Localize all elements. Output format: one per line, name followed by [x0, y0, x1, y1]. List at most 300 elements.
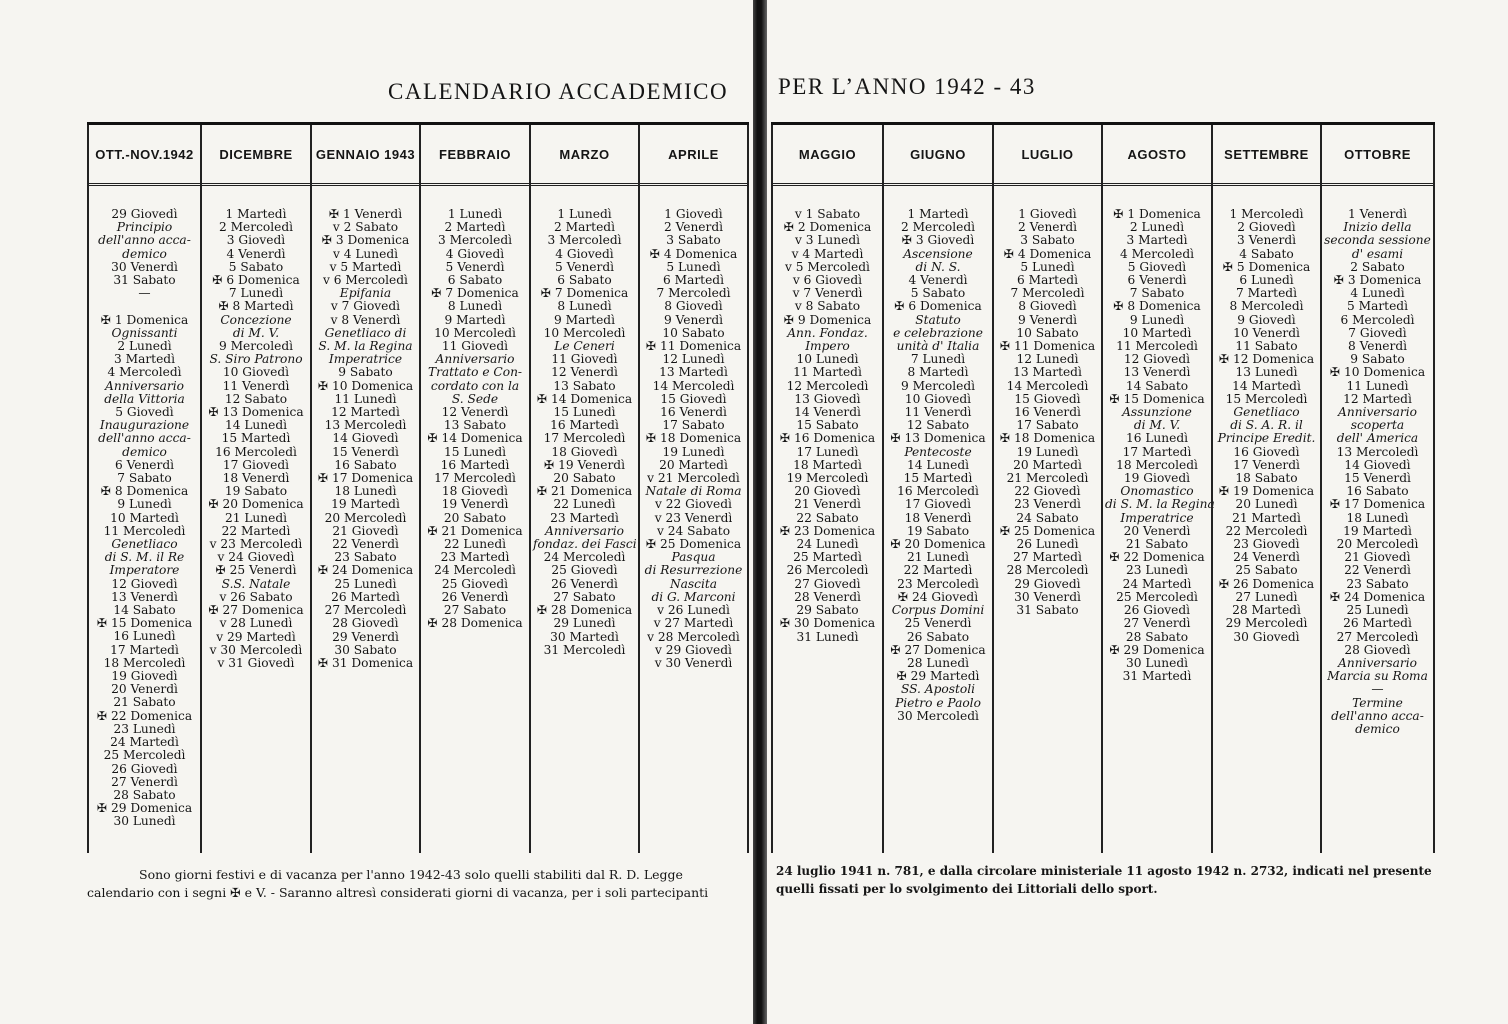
month-column-agosto	[1101, 125, 1215, 853]
day-entry: 1 Lunedì	[447, 207, 503, 221]
day-entry: 11 Venerdì	[904, 405, 972, 420]
day-entry: ✠ 27 Domenica	[208, 603, 304, 618]
month-days	[1103, 186, 1215, 684]
day-note: Trattato e Con-	[427, 365, 523, 380]
day-entry: 28 Sabato	[113, 787, 176, 802]
day-entry: 19 Sabato	[906, 523, 970, 538]
day-entry: 11 Lunedì	[334, 391, 397, 406]
day-entry: ✠ 10 Domenica	[317, 378, 414, 393]
day-entry: 27 Venerdì	[1123, 616, 1191, 631]
day-entry: 4 Lunedì	[1350, 286, 1405, 301]
day-entry: 8 Giovedì	[664, 299, 723, 314]
day-entry: v 7 Venerdì	[792, 286, 863, 301]
day-entry: 22 Lunedì	[443, 537, 507, 552]
day-entry: 6 Martedì	[662, 273, 724, 288]
day-entry: 19 Lunedì	[1016, 444, 1079, 459]
day-entry: 1 Giovedì	[664, 207, 723, 221]
day-entry: 11 Sabato	[1235, 339, 1298, 354]
day-entry: 8 Venerdì	[1347, 339, 1408, 354]
day-note: seconda sessione	[1324, 233, 1431, 248]
day-entry: 18 Mercoledì	[103, 655, 186, 670]
day-note: Imperatrice	[328, 352, 403, 367]
day-entry: v 6 Mercoledì	[323, 273, 408, 288]
day-entry: 10 Sabato	[662, 325, 725, 340]
day-entry: 2 Mercoledì	[218, 220, 294, 235]
day-entry: 13 Sabato	[553, 378, 616, 393]
day-entry: 6 Lunedì	[1239, 273, 1294, 288]
day-entry: 20 Mercoledì	[1336, 537, 1419, 552]
day-entry: 12 Venerdì	[441, 405, 509, 420]
day-entry: 29 Giovedì	[111, 207, 178, 221]
day-entry: 14 Sabato	[1125, 378, 1189, 393]
day-note: di M. V.	[232, 325, 280, 340]
month-days	[884, 186, 992, 723]
day-entry: 13 Venerdì	[1123, 365, 1191, 380]
day-entry: 25 Mercoledì	[103, 748, 186, 763]
day-entry: 24 Mercoledì	[543, 550, 626, 565]
day-entry: 15 Lunedì	[553, 405, 616, 420]
day-note: Inizio della	[1343, 220, 1412, 235]
day-entry: v 24 Giovedì	[217, 550, 295, 565]
day-entry: ✠ 6 Domenica	[894, 299, 982, 314]
month-header: GENNAIO 1943	[312, 125, 419, 186]
day-entry: 10 Venerdì	[1233, 325, 1300, 340]
day-entry: ✠ 8 Domenica	[1113, 299, 1201, 314]
day-note: Anniversario	[1338, 405, 1417, 420]
day-entry: 18 Lunedì	[1346, 510, 1409, 525]
day-entry: 10 Martedì	[1122, 325, 1192, 340]
day-entry: ✠ 29 Domenica	[96, 801, 193, 816]
day-note: cordato con la	[430, 378, 520, 393]
day-entry: ✠ 24 Domenica	[1329, 589, 1426, 604]
day-entry: ✠ 3 Giovedì	[901, 233, 975, 248]
day-entry: ✠ 28 Domenica	[427, 616, 523, 631]
day-entry: v 28 Lunedì	[219, 616, 293, 631]
month-days	[640, 186, 747, 670]
day-entry: v 22 Giovedì	[655, 497, 732, 512]
day-entry: v 8 Venerdì	[330, 312, 401, 327]
month-column-settembre	[1211, 125, 1320, 853]
day-entry: 12 Sabato	[906, 418, 970, 433]
day-entry: ✠ 3 Domenica	[1333, 273, 1422, 288]
day-entry: ✠ 11 Domenica	[645, 339, 742, 354]
month-days	[1213, 186, 1320, 644]
day-note: fondaz. dei Fasci	[533, 537, 637, 552]
day-entry: ✠ 20 Domenica	[890, 537, 986, 552]
month-days	[421, 186, 529, 631]
day-entry: 27 Mercoledì	[324, 603, 407, 618]
day-entry: 10 Giovedì	[904, 391, 972, 406]
day-entry: 3 Sabato	[666, 233, 721, 248]
day-note: dell' America	[1336, 431, 1419, 446]
day-entry: 9 Lunedì	[1129, 312, 1185, 327]
day-entry: ✠ 13 Domenica	[890, 431, 986, 446]
day-note: S. Sede	[451, 391, 499, 406]
day-entry: 12 Martedì	[1343, 391, 1412, 406]
day-entry: 26 Venerdì	[551, 576, 618, 591]
day-entry: 16 Sabato	[334, 457, 397, 472]
day-entry: 17 Sabato	[1016, 418, 1079, 433]
day-entry: 20 Venerdì	[111, 682, 178, 697]
day-entry: 6 Venerdì	[114, 457, 175, 472]
separator-dash	[91, 287, 198, 300]
day-entry: 4 Mercoledì	[1119, 246, 1195, 261]
day-entry: v 1 Sabato	[794, 207, 861, 221]
day-entry: 19 Giovedì	[1123, 471, 1191, 486]
day-note: Concezione	[220, 312, 292, 327]
day-entry: 21 Lunedì	[906, 550, 970, 565]
day-note: Ann. Fondaz.	[787, 325, 868, 340]
day-entry: 4 Venerdì	[226, 246, 286, 261]
day-entry: 12 Lunedì	[1016, 352, 1079, 367]
day-entry: 30 Venerdì	[1014, 589, 1081, 604]
day-entry: 31 Sabato	[1016, 603, 1079, 618]
day-note: Nascita	[669, 576, 718, 591]
day-note: Anniversario	[545, 523, 624, 538]
day-entry: v 26 Lunedì	[657, 603, 730, 618]
day-entry: 9 Giovedì	[1237, 312, 1296, 327]
day-entry: v 21 Mercoledì	[647, 471, 740, 486]
day-note: Ascensione	[903, 246, 973, 261]
month-column-dicembre	[200, 125, 310, 853]
day-entry: 28 Lunedì	[906, 655, 970, 670]
month-header: APRILE	[640, 125, 747, 186]
day-entry: 21 Sabato	[113, 695, 176, 710]
day-entry: 31 Sabato	[113, 273, 176, 288]
day-entry: 25 Mercoledì	[1116, 589, 1198, 604]
day-entry: 2 Lunedì	[1129, 220, 1185, 235]
day-entry: ✠ 15 Domenica	[96, 616, 193, 631]
day-entry: 30 Giovedì	[1233, 629, 1300, 644]
day-entry: 18 Venerdì	[904, 510, 972, 525]
month-header: LUGLIO	[994, 125, 1101, 186]
day-entry: 30 Mercoledì	[897, 708, 979, 723]
month-column-marzo	[529, 125, 638, 853]
day-entry: 24 Mercoledì	[434, 563, 516, 578]
day-entry: 21 Sabato	[1125, 537, 1189, 552]
day-entry: 21 Mercoledì	[1006, 471, 1089, 486]
day-entry: 23 Sabato	[334, 550, 397, 565]
day-entry: 25 Giovedì	[551, 563, 618, 578]
day-entry: 12 Sabato	[224, 391, 288, 406]
day-entry: 22 Martedì	[221, 523, 291, 538]
day-entry: 14 Mercoledì	[652, 378, 735, 393]
day-entry: 20 Sabato	[553, 471, 616, 486]
month-column-giugno	[882, 125, 992, 853]
day-entry: ✠ 4 Domenica	[1003, 246, 1092, 261]
day-entry: 27 Sabato	[443, 603, 507, 618]
day-entry: ✠ 17 Domenica	[1329, 497, 1426, 512]
day-entry: 11 Lunedì	[1346, 378, 1409, 393]
day-entry: 5 Martedì	[1346, 299, 1408, 314]
day-note: dell'anno acca-	[1331, 708, 1424, 723]
day-entry: 21 Venerdì	[794, 497, 861, 512]
day-note: Ognissanti	[111, 325, 178, 340]
day-entry: v 23 Venerdì	[654, 510, 733, 525]
day-entry: ✠ 7 Domenica	[540, 286, 629, 301]
day-entry: ✠ 19 Domenica	[1218, 484, 1315, 499]
day-note: Termine	[1352, 695, 1403, 710]
month-column-febbraio	[419, 125, 529, 853]
day-entry: 19 Lunedì	[662, 444, 725, 459]
day-entry: 17 Lunedì	[796, 444, 859, 459]
calendar-table-right	[771, 122, 1435, 853]
day-entry: ✠ 1 Domenica	[100, 312, 189, 327]
day-entry: ✠ 16 Domenica	[779, 431, 876, 446]
day-entry: ✠ 29 Domenica	[1109, 642, 1205, 657]
day-entry: v 4 Lunedì	[332, 246, 399, 261]
day-note: dell'anno acca-	[98, 431, 191, 446]
day-entry: 15 Martedì	[221, 431, 291, 446]
month-header: AGOSTO	[1103, 125, 1211, 186]
day-entry: 27 Venerdì	[111, 774, 178, 789]
day-entry: ✠ 25 Domenica	[999, 523, 1096, 538]
day-entry: 3 Martedì	[113, 352, 175, 367]
day-entry: v 30 Mercoledì	[209, 642, 303, 657]
day-entry: ✠ 17 Domenica	[317, 471, 414, 486]
day-entry: ✠ 21 Domenica	[427, 523, 523, 538]
day-entry: 24 Sabato	[1016, 510, 1079, 525]
day-entry: ✠ 5 Domenica	[1222, 259, 1311, 274]
day-entry: 6 Martedì	[1016, 273, 1078, 288]
day-entry: v 4 Martedì	[791, 246, 864, 261]
day-entry: ✠ 8 Martedì	[218, 299, 294, 314]
day-entry: 23 Lunedì	[1125, 563, 1189, 578]
day-entry: 5 Giovedì	[1127, 259, 1187, 274]
day-note: Anniversario	[435, 352, 515, 367]
month-column-ott-nov-1942	[87, 125, 200, 853]
day-entry: 1 Giovedì	[1018, 207, 1077, 221]
day-entry: 15 Giovedì	[660, 391, 727, 406]
day-entry: 8 Mercoledì	[1229, 299, 1304, 314]
day-entry: 22 Sabato	[796, 510, 859, 525]
day-entry: 10 Martedì	[110, 510, 179, 525]
day-note: Pentecoste	[904, 444, 972, 459]
day-entry: 3 Venerdì	[1236, 233, 1297, 248]
day-entry: 29 Sabato	[796, 603, 859, 618]
day-note: Pasqua	[671, 550, 716, 565]
day-entry: 27 Martedì	[1013, 550, 1082, 565]
day-entry: 26 Sabato	[906, 629, 970, 644]
month-column-gennaio-1943	[310, 125, 419, 853]
day-entry: 13 Venerdì	[111, 589, 178, 604]
day-entry: 19 Venerdì	[441, 497, 509, 512]
month-days	[531, 186, 638, 657]
day-entry: 19 Sabato	[224, 484, 288, 499]
day-entry: 17 Venerdì	[1233, 457, 1300, 472]
day-entry: 12 Mercoledì	[786, 378, 869, 393]
day-entry: 21 Giovedì	[1344, 550, 1411, 565]
day-entry: 11 Mercoledì	[1116, 339, 1198, 354]
day-entry: 18 Mercoledì	[1116, 457, 1198, 472]
day-entry: ✠ 31 Domenica	[317, 655, 414, 670]
day-entry: v 23 Mercoledì	[209, 537, 303, 552]
day-entry: ✠ 28 Domenica	[536, 603, 633, 618]
day-entry: v 27 Martedì	[653, 616, 734, 631]
day-entry: 5 Venerdì	[445, 259, 505, 274]
day-note: dell'anno acca-	[98, 233, 191, 248]
day-entry: 28 Sabato	[1125, 629, 1189, 644]
day-entry: 23 Martedì	[550, 510, 619, 525]
separator-dash	[1324, 683, 1431, 696]
day-entry: ✠ 8 Domenica	[100, 484, 189, 499]
day-entry: 28 Giovedì	[1344, 642, 1411, 657]
day-entry: 19 Martedì	[331, 497, 400, 512]
day-entry: 22 Venerdì	[332, 537, 399, 552]
day-entry: v 7 Giovedì	[330, 299, 401, 314]
day-entry: 7 Giovedì	[1348, 325, 1407, 340]
day-entry: ✠ 23 Domenica	[779, 523, 876, 538]
day-entry: 12 Venerdì	[551, 365, 618, 380]
day-entry: 7 Martedì	[1235, 286, 1297, 301]
day-note: Natale di Roma	[645, 484, 742, 499]
day-note: Inaugurazione	[99, 418, 190, 433]
day-entry: v 28 Mercoledì	[647, 629, 740, 644]
day-entry: 29 Lunedì	[553, 616, 616, 631]
day-entry: 9 Lunedì	[117, 497, 172, 512]
day-entry: 24 Venerdì	[1233, 550, 1300, 565]
day-entry: 8 Martedì	[907, 365, 969, 380]
day-entry: 17 Mercoledì	[434, 471, 516, 486]
day-entry: 20 Sabato	[443, 510, 507, 525]
day-entry: 1 Mercoledì	[1229, 207, 1304, 221]
day-entry: ✠ 22 Domenica	[96, 708, 193, 723]
day-note: di S. M. la Regina	[1105, 497, 1215, 512]
day-entry: 5 Giovedì	[115, 405, 174, 420]
month-days	[312, 186, 419, 670]
day-note: Imperatrice	[1120, 510, 1194, 525]
day-entry: 3 Sabato	[1020, 233, 1075, 248]
day-entry: 9 Mercoledì	[218, 339, 294, 354]
month-header: MAGGIO	[773, 125, 882, 186]
day-entry: ✠ 19 Venerdì	[544, 457, 625, 472]
day-note: Le Ceneri	[554, 339, 615, 354]
day-note: della Vittoria	[104, 391, 185, 406]
day-note: Onomastico	[1120, 484, 1194, 499]
day-entry: ✠ 6 Domenica	[212, 273, 300, 288]
day-note: e celebrazione	[893, 325, 983, 340]
day-entry: 9 Martedì	[444, 312, 506, 327]
day-entry: 12 Giovedì	[1123, 352, 1191, 367]
day-entry: 29 Venerdì	[332, 629, 399, 644]
day-entry: 17 Sabato	[662, 418, 725, 433]
day-entry: 12 Martedì	[331, 405, 400, 420]
day-entry: ✠ 26 Domenica	[1218, 576, 1315, 591]
day-entry: 6 Mercoledì	[1340, 312, 1415, 327]
day-entry: 13 Giovedì	[794, 391, 861, 406]
day-note: Genetliaco di	[324, 325, 407, 340]
day-entry: 11 Martedì	[793, 365, 862, 380]
day-entry: 23 Sabato	[1346, 576, 1409, 591]
day-entry: 16 Venerdì	[1014, 405, 1081, 420]
day-entry: 25 Lunedì	[1346, 603, 1409, 618]
day-entry: 30 Lunedì	[113, 814, 176, 829]
day-entry: 14 Lunedì	[906, 457, 970, 472]
day-note: Imperatore	[109, 563, 180, 578]
day-note: di S. M. il Re	[104, 550, 185, 565]
footnote-right	[776, 862, 1435, 898]
day-entry: 17 Mercoledì	[543, 431, 626, 446]
day-entry: 31 Lunedì	[796, 629, 859, 644]
day-entry: 19 Mercoledì	[786, 471, 869, 486]
month-days	[773, 186, 882, 644]
day-entry: 8 Giovedì	[1018, 299, 1077, 314]
day-entry: v 5 Martedì	[329, 259, 402, 274]
day-entry: 2 Giovedì	[1237, 220, 1296, 235]
day-note: S.S. Natale	[221, 576, 291, 591]
day-entry: 18 Sabato	[1235, 471, 1298, 486]
day-note: Genetliaco	[111, 537, 178, 552]
day-note: Assunzione	[1122, 405, 1192, 420]
day-entry: 24 Lunedì	[796, 537, 859, 552]
spacer	[91, 300, 198, 313]
day-entry: 21 Martedì	[1232, 510, 1301, 525]
day-entry: 6 Sabato	[447, 273, 503, 288]
day-entry: 29 Mercoledì	[1225, 616, 1308, 631]
day-entry: 5 Lunedì	[1020, 259, 1075, 274]
day-note: di S. A. R. il	[1230, 418, 1303, 433]
day-entry: 17 Giovedì	[904, 497, 972, 512]
day-note: unità d' Italia	[896, 339, 980, 354]
day-entry: 9 Venerdì	[1017, 312, 1078, 327]
day-entry: 2 Venerdì	[663, 220, 724, 235]
day-entry: 14 Mercoledì	[1006, 378, 1089, 393]
footnote-right-line-2: quelli fissati per lo svolgimento dei Littoriali dello sport.	[776, 882, 1158, 896]
day-entry: ✠ 22 Domenica	[1109, 550, 1205, 565]
day-entry: 6 Venerdì	[1127, 273, 1187, 288]
day-entry: 28 Giovedì	[332, 616, 399, 631]
day-entry: 7 Lunedì	[228, 286, 284, 301]
day-entry: 10 Mercoledì	[543, 325, 626, 340]
day-entry: ✠ 24 Domenica	[317, 563, 414, 578]
day-entry: 16 Mercoledì	[215, 444, 297, 459]
day-note: di M. V.	[1133, 418, 1181, 433]
day-entry: ✠ 1 Venerdì	[328, 207, 403, 221]
day-entry: 6 Sabato	[557, 273, 612, 288]
day-entry: 9 Venerdì	[663, 312, 724, 327]
day-entry: ✠ 14 Domenica	[536, 391, 633, 406]
day-note: demico	[122, 444, 167, 459]
day-entry: 21 Lunedì	[224, 510, 288, 525]
month-header: SETTEMBRE	[1213, 125, 1320, 186]
day-entry: 9 Sabato	[338, 365, 393, 380]
day-entry: 14 Giovedì	[332, 431, 399, 446]
day-entry: 14 Lunedì	[224, 418, 288, 433]
day-entry: v 2 Sabato	[332, 220, 399, 235]
day-entry: ✠ 20 Domenica	[208, 497, 304, 512]
day-entry: 14 Sabato	[113, 603, 176, 618]
day-note: S. Siro Patrono	[209, 352, 303, 367]
day-entry: 16 Martedì	[550, 418, 619, 433]
footnote-left	[87, 866, 749, 902]
day-note: di Resurrezione	[644, 563, 743, 578]
day-entry: 23 Venerdì	[1014, 497, 1081, 512]
day-entry: 23 Lunedì	[113, 721, 176, 736]
day-entry: 30 Venerdì	[111, 259, 178, 274]
day-note: demico	[122, 246, 167, 261]
day-entry: 27 Lunedì	[1235, 589, 1298, 604]
day-entry: 13 Martedì	[659, 365, 728, 380]
day-entry: 3 Mercoledì	[437, 233, 513, 248]
day-entry: 14 Giovedì	[1344, 457, 1411, 472]
day-entry: ✠ 18 Domenica	[999, 431, 1096, 446]
day-entry: 7 Sabato	[1129, 286, 1185, 301]
day-entry: 22 Lunedì	[553, 497, 616, 512]
day-entry: 18 Giovedì	[551, 444, 618, 459]
day-entry: ✠ 13 Domenica	[208, 405, 304, 420]
day-entry: 11 Giovedì	[441, 339, 509, 354]
page-title-left: CALENDARIO ACCADEMICO	[388, 79, 729, 104]
